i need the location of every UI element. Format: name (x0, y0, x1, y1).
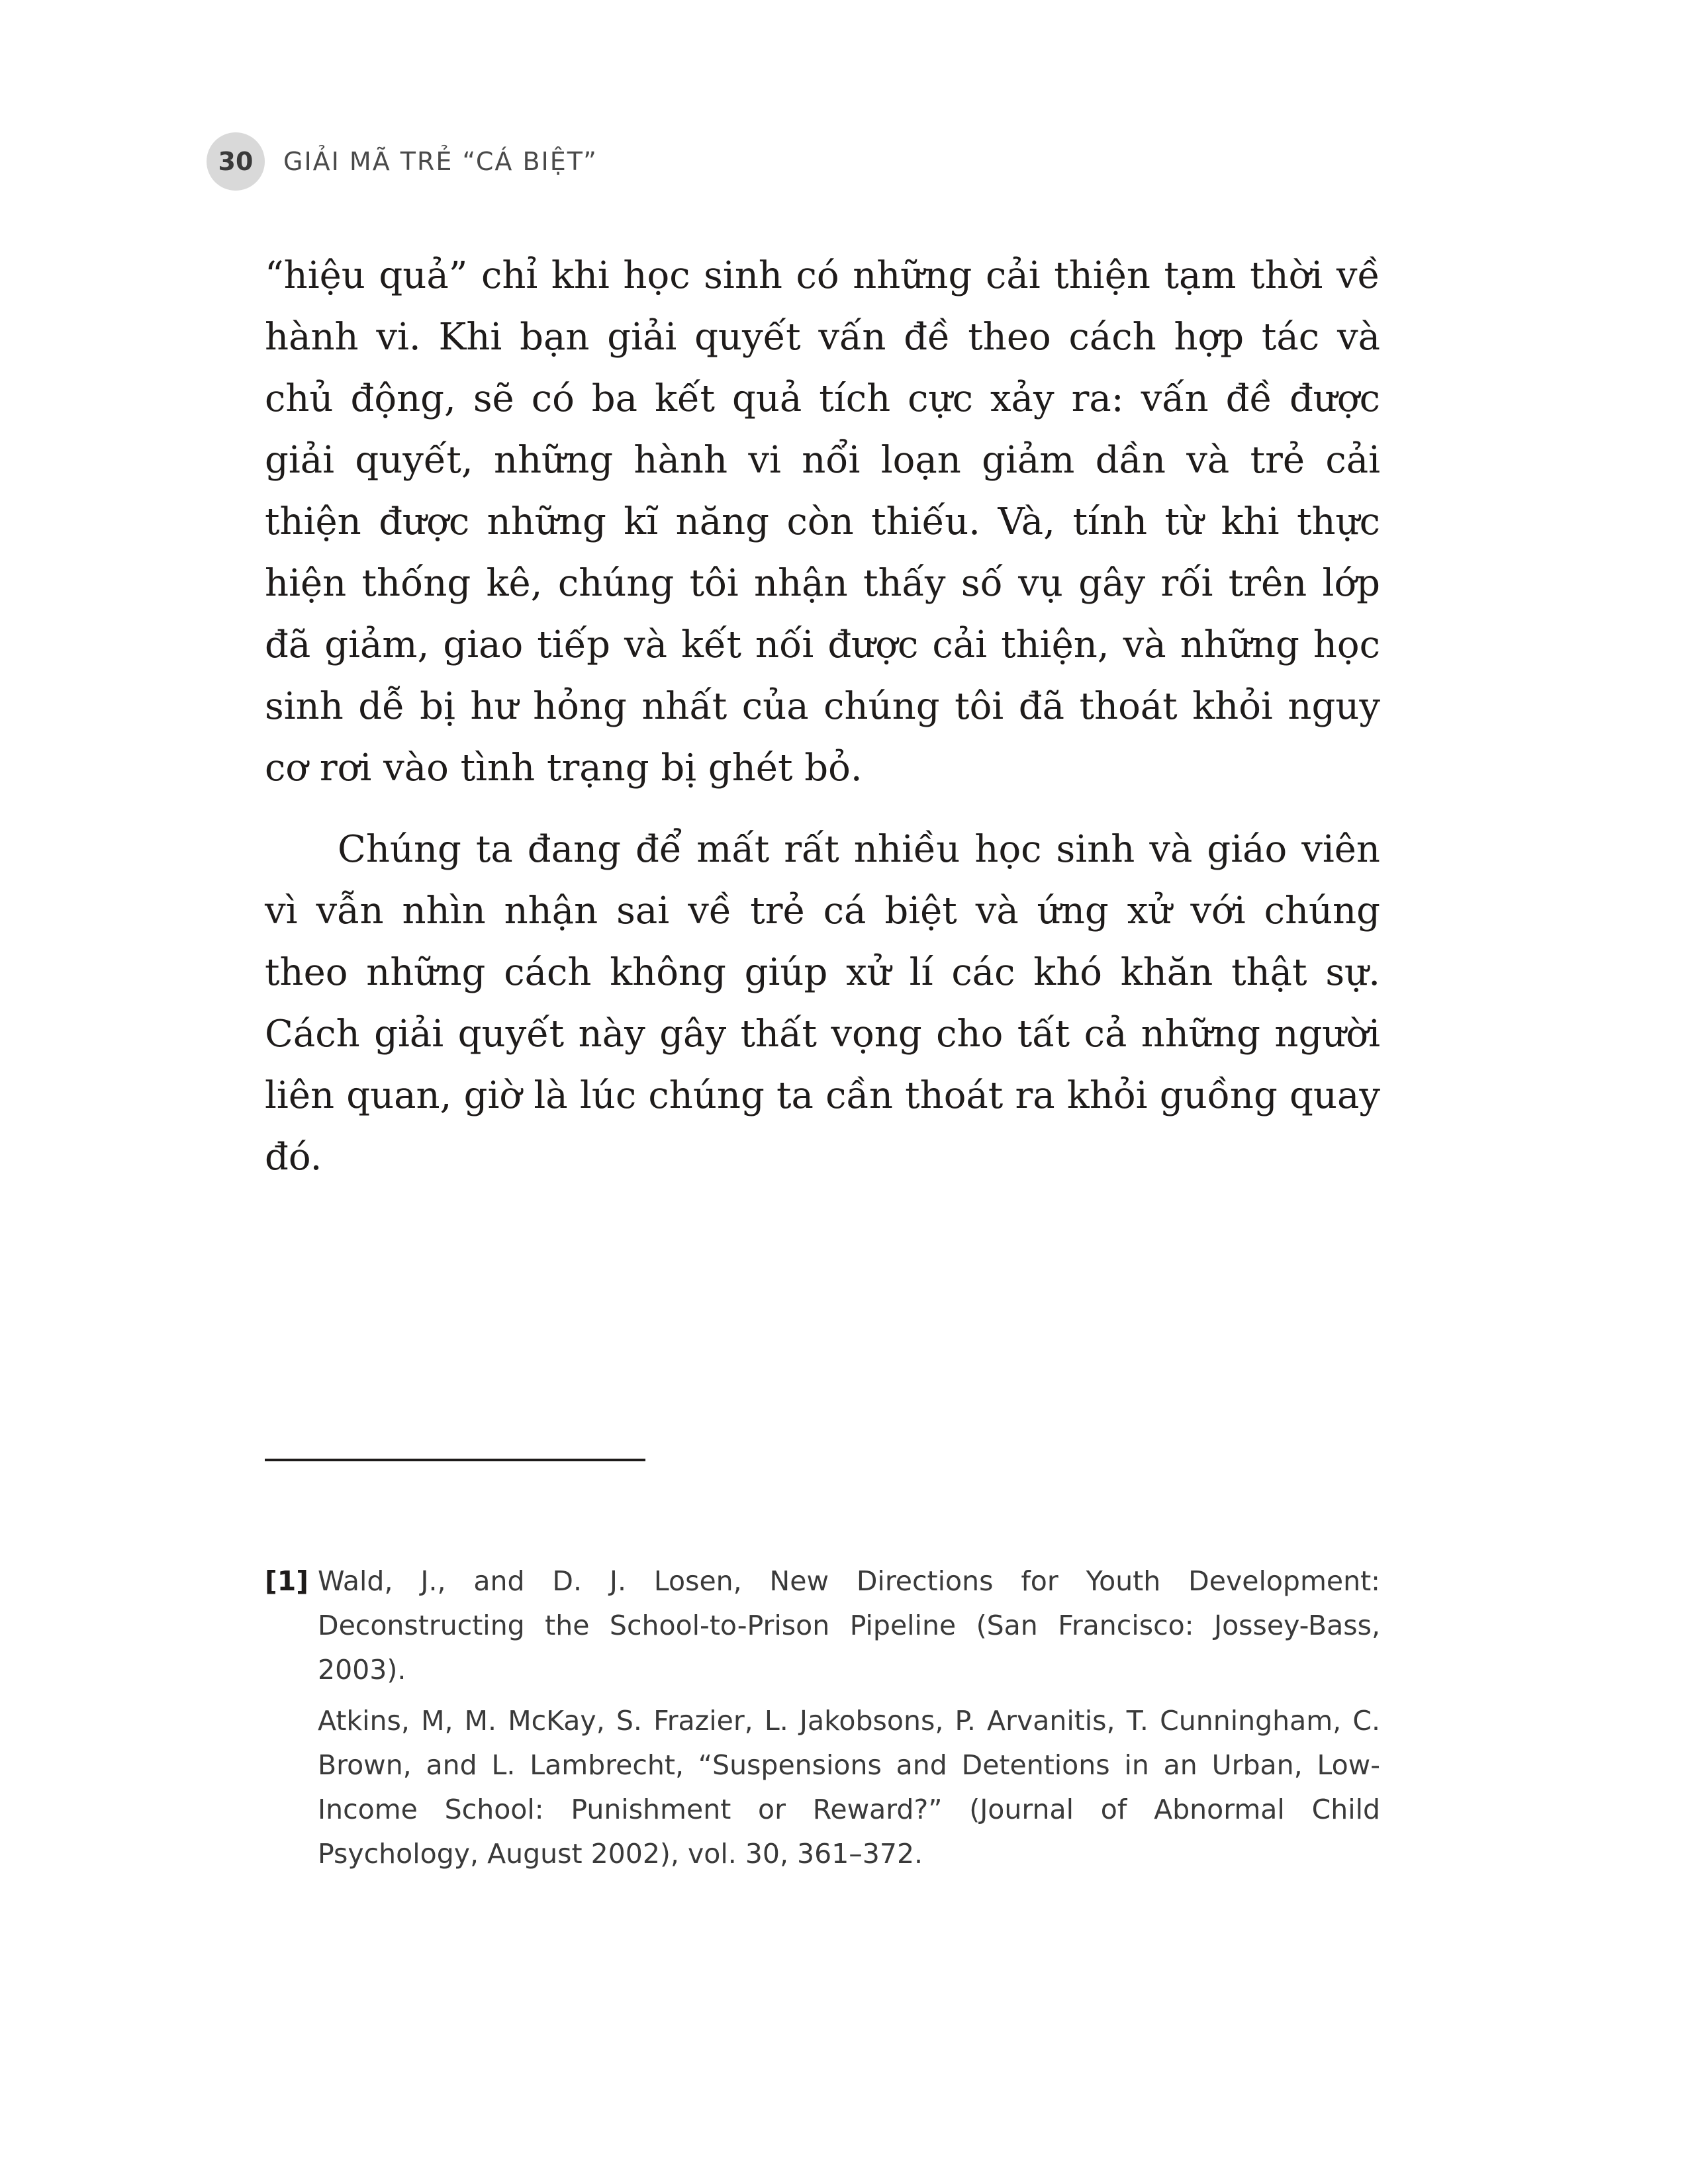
page-number-badge: 30 (207, 132, 265, 191)
footnote-reference: Atkins, M, M. McKay, S. Frazier, L. Jakobsons, P. Arvanitis, T. Cunningham, C. Brown, and L. Lambrecht, “Suspensions and Detentions in an Urban, Low-Income School: Punishment or Reward?” (Journal of Abnormal Child Psychology, August 2002), vol. 30, 361–372. (318, 1705, 1380, 1870)
footnote-marker: [1] (265, 1565, 309, 1597)
footnotes (265, 1559, 1380, 1876)
footnote-divider (265, 1459, 645, 1461)
body-paragraph: “hiệu quả” chỉ khi học sinh có những cải thiện tạm thời về hành vi. Khi bạn giải quyết vấn đề theo cách hợp tác và chủ động, sẽ có ba kết quả tích cực xảy ra: vấn đề được giải quyết, những hành vi nổi loạn giảm dần và trẻ cải thiện được những kĩ năng còn thiếu. Và, tính từ khi thực hiện thống kê, chúng tôi nhận thấy số vụ gây rối trên lớp đã giảm, giao tiếp và kết nối được cải thiện, và những học sinh dễ bị hư hỏng nhất của chúng tôi đã thoát khỏi nguy cơ rơi vào tình trạng bị ghét bỏ. (265, 254, 1380, 790)
footnote-body (318, 1559, 1380, 1876)
footnote-item (265, 1559, 1380, 1876)
body-paragraph: Chúng ta đang để mất rất nhiều học sinh và giáo viên vì vẫn nhìn nhận sai về trẻ cá biệt và ứng xử với chúng theo những cách không giúp xử lí các khó khăn thật sự. Cách giải quyết này gây thất vọng cho tất cả những người liên quan, giờ là lúc chúng ta cần thoát ra khỏi guồng quay đó. (265, 828, 1380, 1179)
page-header (207, 132, 598, 191)
body-text (265, 245, 1380, 1188)
running-head: GIẢI MÃ TRẺ “CÁ BIỆT” (283, 147, 598, 176)
footnote-reference: Wald, J., and D. J. Losen, New Directions for Youth Development: Deconstructing the School-to-Prison Pipeline (San Francisco: Jossey-Bass, 2003). (318, 1565, 1380, 1686)
